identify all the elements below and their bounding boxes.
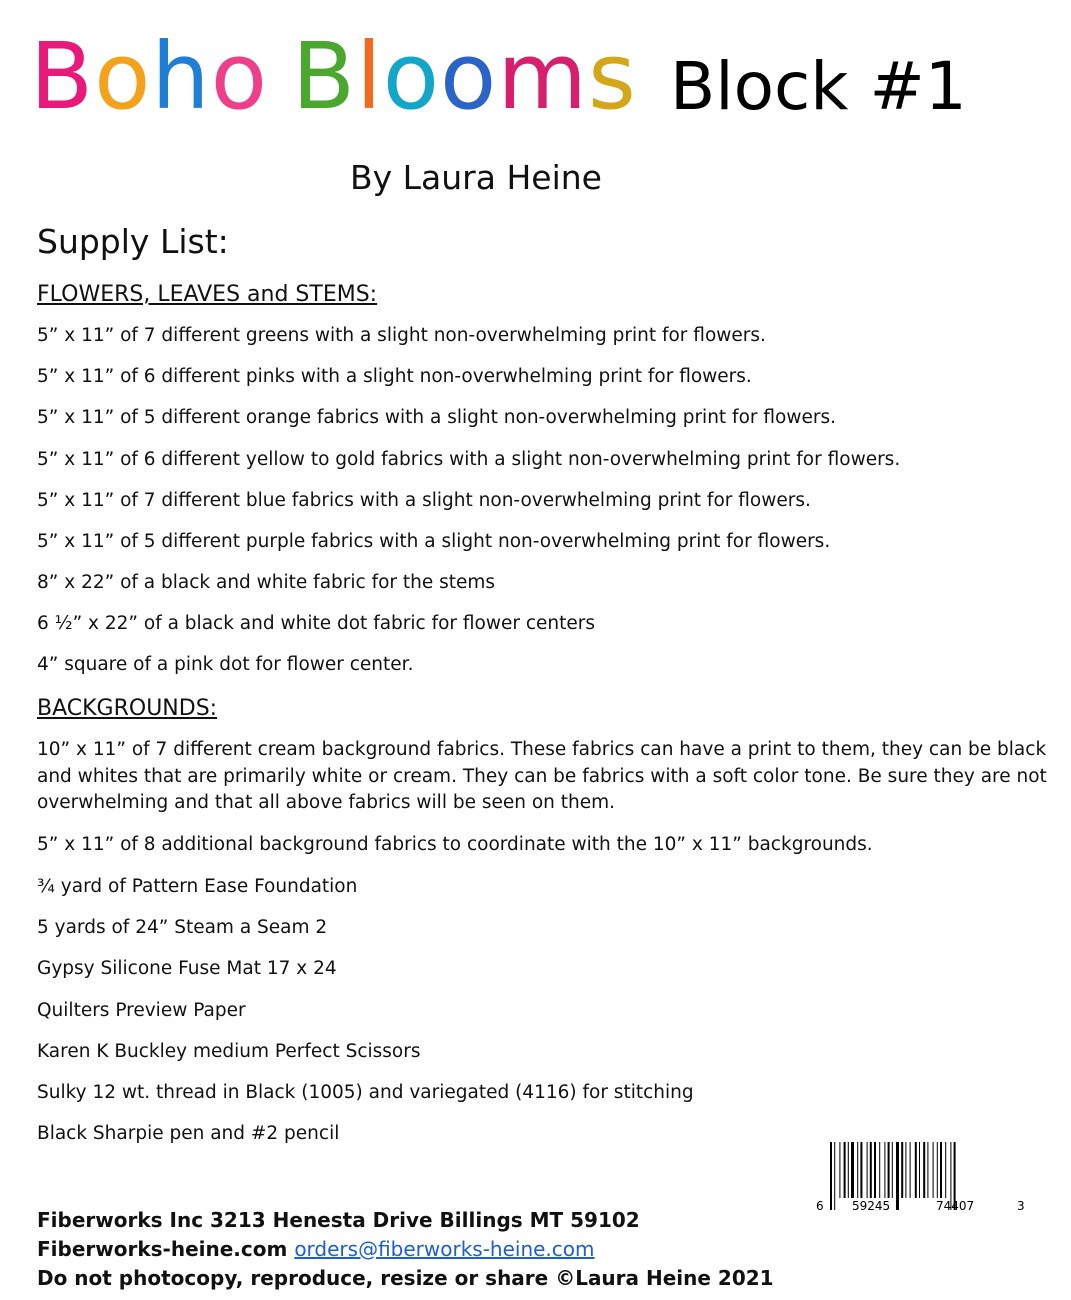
- barcode-bar: [915, 1142, 917, 1198]
- footer-notice: Do not photocopy, reproduce, resize or share ©Laura Heine 2021: [37, 1266, 774, 1290]
- barcode-bar: [860, 1142, 862, 1198]
- barcode-bar: [870, 1142, 872, 1198]
- email-link[interactable]: orders@fiberworks-heine.com: [294, 1237, 595, 1261]
- barcode-bar: [896, 1142, 899, 1210]
- barcode-bar: [892, 1142, 893, 1198]
- flower-item: 5” x 11” of 6 different pinks with a slight non-overwhelming print for flowers.: [37, 366, 752, 387]
- flowers-heading: FLOWERS, LEAVES and STEMS:: [37, 282, 378, 307]
- background-item: ¾ yard of Pattern Ease Foundation: [37, 876, 358, 897]
- barcode-bar: [923, 1142, 925, 1198]
- block-number: Block #1: [670, 48, 967, 125]
- barcode-bar: [919, 1142, 920, 1198]
- barcode-bar: [905, 1142, 906, 1198]
- author-byline: By Laura Heine: [350, 158, 602, 197]
- barcode-bar: [945, 1142, 946, 1198]
- barcode-bar: [874, 1142, 876, 1198]
- title-row: [30, 22, 1030, 132]
- background-item: Karen K Buckley medium Perfect Scissors: [37, 1041, 421, 1062]
- backgrounds-heading: BACKGROUNDS:: [37, 696, 218, 721]
- flower-item: 5” x 11” of 7 different blue fabrics with a slight non-overwhelming print for flowers.: [37, 490, 811, 511]
- title-letter: o: [382, 23, 441, 130]
- barcode-bar: [940, 1142, 942, 1198]
- flower-item: 5” x 11” of 6 different yellow to gold fabrics with a slight non-overwhelming print for flowers.: [37, 449, 901, 470]
- barcode-bar: [910, 1142, 911, 1198]
- barcode: [812, 1140, 1032, 1222]
- background-item: Black Sharpie pen and #2 pencil: [37, 1123, 340, 1144]
- boho-blooms-title: [30, 22, 637, 132]
- footer-address: Fiberworks Inc 3213 Henesta Drive Billings MT 59102: [37, 1208, 640, 1232]
- title-letter: h: [151, 23, 211, 130]
- barcode-bar: [848, 1142, 849, 1198]
- title-letter: s: [587, 23, 637, 130]
- background-item: Gypsy Silicone Fuse Mat 17 x 24: [37, 958, 337, 979]
- title-letter: m: [497, 23, 588, 130]
- flower-item: 6 ½” x 22” of a black and white dot fabric for flower centers: [37, 613, 596, 634]
- title-letter: l: [356, 23, 383, 130]
- title-letter: B: [30, 23, 95, 130]
- flower-item: 5” x 11” of 5 different orange fabrics with a slight non-overwhelming print for flowers.: [37, 407, 836, 428]
- flower-item: 4” square of a pink dot for flower center.: [37, 654, 414, 675]
- barcode-bar: [851, 1142, 854, 1198]
- background-item: 5” x 11” of 8 additional background fabrics to coordinate with the 10” x 11” backgrounds.: [37, 834, 873, 855]
- barcode-bar: [927, 1142, 928, 1198]
- title-letter: B: [292, 23, 357, 130]
- barcode-bar: [857, 1142, 858, 1198]
- barcode-group2: 74407: [936, 1199, 975, 1213]
- title-letter: o: [440, 23, 498, 130]
- barcode-group1: 59245: [852, 1199, 891, 1213]
- footer: [37, 1206, 774, 1293]
- background-item: Quilters Preview Paper: [37, 1000, 246, 1021]
- barcode-bar: [901, 1142, 903, 1198]
- barcode-bar: [879, 1142, 880, 1198]
- footer-contact: [37, 1235, 774, 1264]
- footer-website: Fiberworks-heine.com: [37, 1237, 288, 1261]
- title-letter: o: [94, 23, 152, 130]
- barcode-bar: [884, 1142, 885, 1198]
- barcode-bar: [830, 1142, 832, 1210]
- barcode-bar: [839, 1142, 840, 1198]
- background-item: 5 yards of 24” Steam a Seam 2: [37, 917, 328, 938]
- barcode-bar: [933, 1142, 934, 1198]
- barcode-bar: [888, 1142, 890, 1198]
- flower-item: 5” x 11” of 7 different greens with a slight non-overwhelming print for flowers.: [37, 325, 766, 346]
- background-item: 10” x 11” of 7 different cream background fabrics. These fabrics can have a print to them, they can be black and whites that are primarily white or cream. They can be fabrics with a soft color tone. Be sure they are not overwhelming and that all above fabrics will be seen on them.: [37, 739, 1047, 813]
- title-letter: o: [210, 23, 269, 130]
- barcode-bar: [867, 1142, 868, 1198]
- flower-item: 8” x 22” of a black and white fabric for the stems: [37, 572, 496, 593]
- barcode-bar: [844, 1142, 846, 1198]
- barcode-right-digit: 3: [1017, 1199, 1025, 1213]
- background-item: Sulky 12 wt. thread in Black (1005) and variegated (4116) for stitching: [37, 1082, 694, 1103]
- barcode-left-digit: 6: [816, 1199, 824, 1213]
- barcode-bar: [937, 1142, 938, 1198]
- barcode-bar: [834, 1142, 835, 1210]
- title-letter: [268, 22, 292, 132]
- supply-list-heading: Supply List:: [37, 222, 229, 261]
- flower-item: 5” x 11” of 5 different purple fabrics with a slight non-overwhelming print for flowers.: [37, 531, 831, 552]
